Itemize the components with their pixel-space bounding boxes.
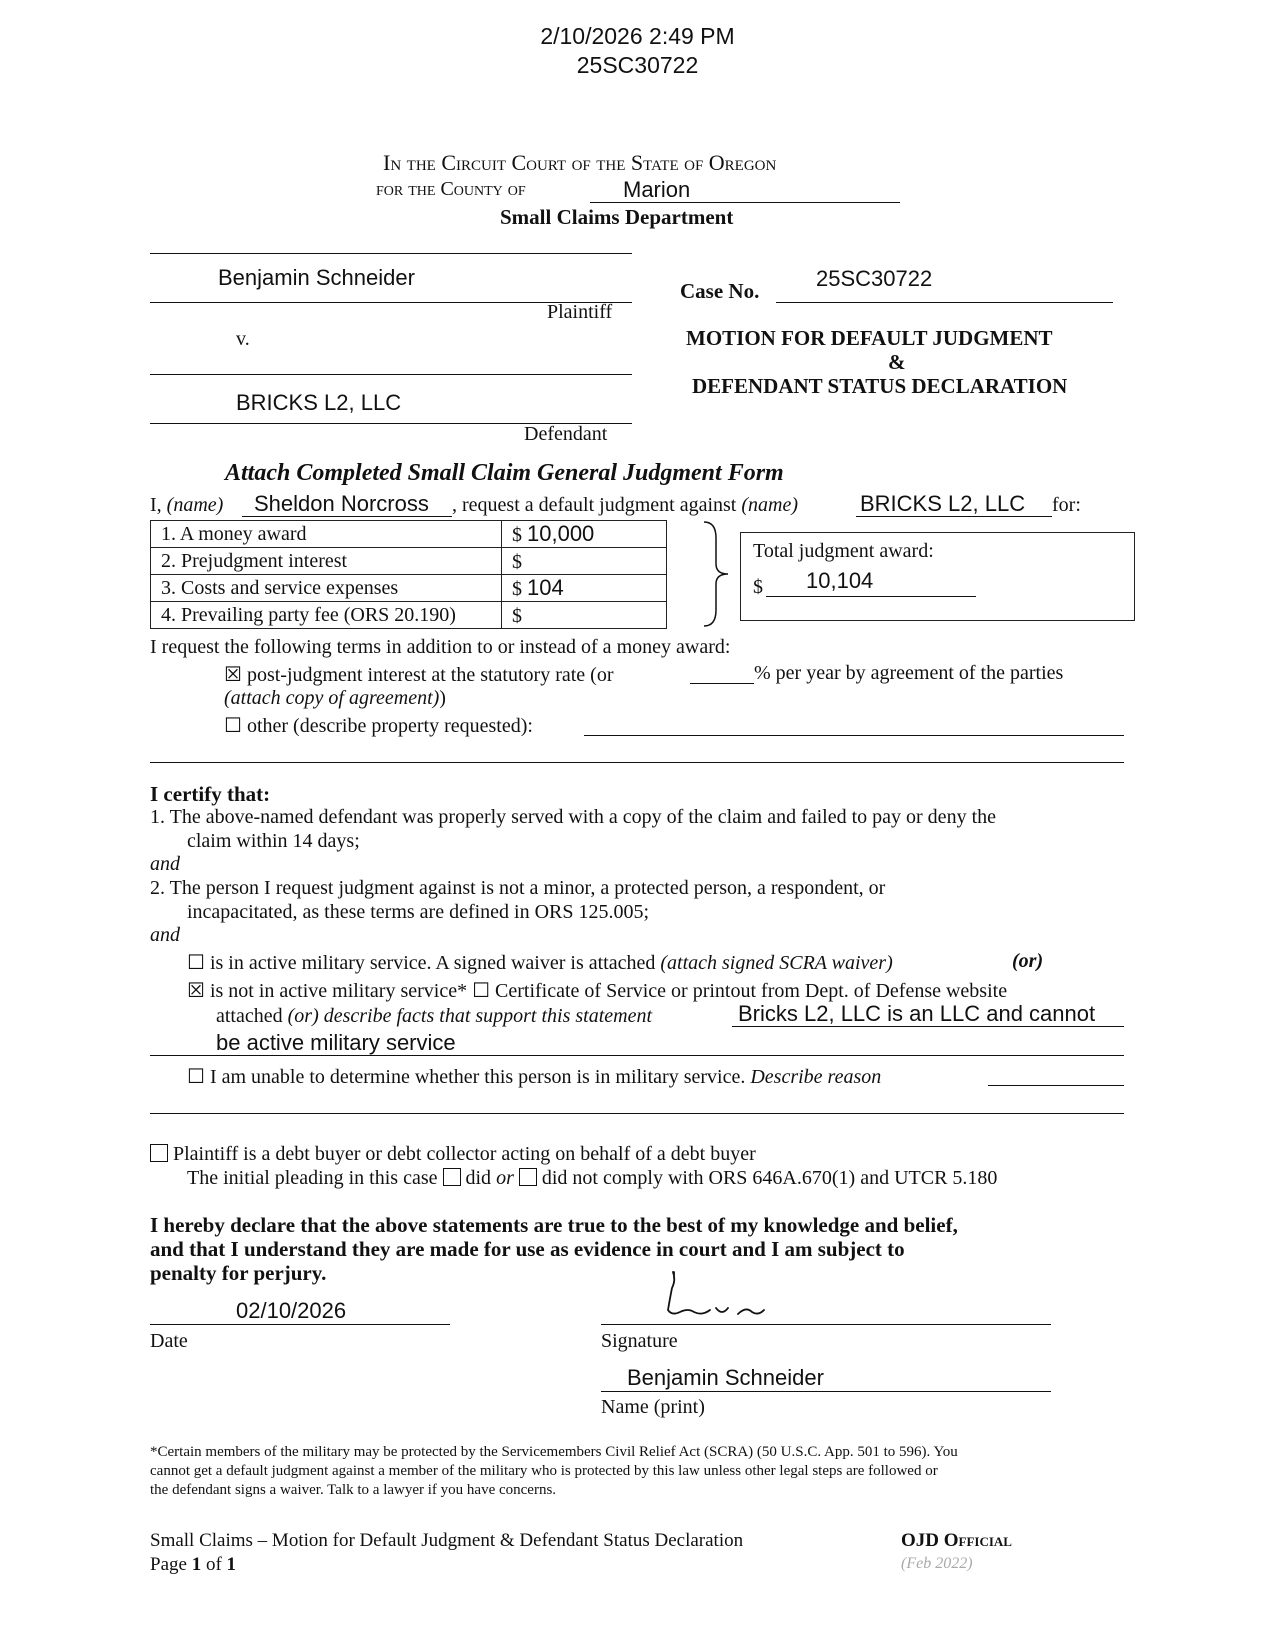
reason-underline: [988, 1085, 1124, 1086]
costs-amount: 104: [527, 574, 564, 600]
certificate-checkbox[interactable]: ☐: [472, 980, 491, 1002]
requester-name: Sheldon Norcross: [254, 491, 429, 516]
date-value: 02/10/2026: [236, 1298, 347, 1323]
declaration-line3: penalty for perjury.: [150, 1261, 327, 1285]
currency-sign: $: [512, 577, 522, 600]
attach-copy-text: (attach copy of agreement): [224, 687, 440, 709]
signature-label: Signature: [601, 1330, 678, 1352]
active-military-hint: (attach signed SCRA waiver): [660, 952, 893, 974]
court-name: In the Circuit Court of the State of Oregon: [383, 150, 777, 175]
attached-text: attached: [216, 1005, 283, 1027]
attached-hint: (or) describe facts that support this statement: [287, 1005, 653, 1027]
other-text: other (describe property requested):: [246, 715, 533, 737]
other-second-underline: [150, 762, 1124, 763]
footnote-line3: the defendant signs a waiver. Talk to a lawyer if you have concerns.: [150, 1482, 557, 1498]
facts-line1: Bricks L2, LLC is an LLC and cannot: [738, 1001, 1096, 1026]
request-name-hint-2: (name): [741, 494, 798, 516]
debt-buyer-checkbox[interactable]: [150, 1144, 168, 1162]
page-total: 1: [226, 1554, 237, 1575]
currency-sign: $: [512, 604, 522, 627]
case-number-label: Case No.: [680, 279, 760, 303]
other-underline: [584, 735, 1124, 736]
footnote-line2: cannot get a default judgment against a member of the military who is protected by this law unless other legal steps are followed or: [150, 1463, 938, 1479]
initial-pleading-row: [187, 1167, 997, 1190]
certify-item2-line1: 2. The person I request judgment against is not a minor, a protected person, a respondent, or: [150, 877, 886, 899]
did-not-comply-checkbox[interactable]: [519, 1168, 537, 1186]
initial-pleading-text: The initial pleading in this case: [187, 1167, 438, 1189]
request-middle: , request a default judgment against: [452, 494, 737, 516]
or-label-2: or: [496, 1167, 514, 1189]
certify-item2-line2: incapacitated, as these terms are defined in ORS 125.005;: [187, 901, 650, 923]
request-middle-text: [452, 494, 798, 517]
other-row: [224, 713, 533, 738]
costs-label: 3. Costs and service expenses: [151, 575, 502, 602]
ojd-official-label: OJD Official: [901, 1530, 1012, 1551]
department-title: Small Claims Department: [500, 205, 734, 229]
reason-underline-2: [150, 1113, 1124, 1114]
total-amount: 10,104: [806, 568, 874, 593]
attach-copy-paren: ): [439, 687, 446, 709]
attach-copy-row: [224, 687, 446, 710]
request-for: for:: [1052, 494, 1081, 516]
certify-and-1: and: [150, 853, 180, 875]
unable-row: [187, 1064, 881, 1089]
date-label: Date: [150, 1330, 188, 1352]
plaintiff-name: Benjamin Schneider: [218, 265, 415, 290]
defendant-name: BRICKS L2, LLC: [236, 390, 402, 415]
date-underline: [150, 1324, 450, 1325]
total-label: Total judgment award:: [753, 540, 934, 562]
request-i: I,: [150, 494, 162, 516]
request-line: [150, 494, 223, 517]
money-award-amount: 10,000: [527, 520, 595, 546]
debt-buyer-row: [150, 1143, 756, 1166]
certify-and-2: and: [150, 924, 180, 946]
other-checkbox[interactable]: ☐: [224, 715, 242, 737]
certificate-text: Certificate of Service or printout from Dept. of Defense website: [495, 980, 1008, 1002]
certify-heading: I certify that:: [150, 782, 271, 806]
table-row: [151, 575, 667, 602]
post-interest-text: post-judgment interest at the statutory rate (or: [246, 664, 614, 686]
name-print-label: Name (print): [601, 1396, 705, 1418]
handwritten-signature: [660, 1270, 810, 1326]
case-number-underline: [776, 302, 1113, 303]
currency-sign: $: [512, 523, 522, 546]
case-number-value: 25SC30722: [816, 266, 933, 291]
defendant-label: Defendant: [524, 423, 608, 445]
did-label: did: [465, 1167, 492, 1189]
table-row: [151, 548, 667, 575]
did-not-comply-text: did not comply with ORS 646A.670(1) and UTCR 5.180: [541, 1167, 998, 1189]
county-prefix: for the County of: [376, 178, 526, 200]
footnote-line1: *Certain members of the military may be protected by the Servicemembers Civil Relief Act (SCRA) (50 U.S.C. App. 501 to 596). You: [150, 1444, 958, 1460]
not-active-text: is not in active military service*: [209, 980, 468, 1002]
printed-name: Benjamin Schneider: [627, 1365, 824, 1390]
money-award-table: [150, 520, 667, 629]
declaration-line1: I hereby declare that the above statements are true to the best of my knowledge and belief,: [150, 1213, 958, 1237]
declaration-line2: and that I understand they are made for use as evidence in court and I am subject to: [150, 1237, 905, 1261]
attached-row: [216, 1005, 652, 1028]
percent-underline: [690, 683, 754, 684]
facts-underline-2: [150, 1055, 1124, 1056]
motion-title-line1: MOTION FOR DEFAULT JUDGMENT: [686, 326, 1053, 350]
plaintiff-label: Plaintiff: [547, 301, 613, 323]
active-military-row: [187, 950, 893, 975]
stamp-case-number: 25SC30722: [576, 52, 699, 78]
certify-item1-line1: 1. The above-named defendant was properly served with a copy of the claim and failed to pay or deny the: [150, 806, 996, 828]
debt-buyer-text: Plaintiff is a debt buyer or debt collector acting on behalf of a debt buyer: [173, 1143, 756, 1165]
signature-underline: [601, 1324, 1051, 1325]
caption-top-rule: [150, 253, 632, 254]
page-of: of: [205, 1554, 222, 1575]
unable-checkbox[interactable]: ☐: [187, 1066, 205, 1088]
unable-text: I am unable to determine whether this person is in military service.: [209, 1066, 746, 1088]
county-value: Marion: [623, 177, 691, 202]
prevailing-fee-label: 4. Prevailing party fee (ORS 20.190): [151, 602, 502, 629]
did-comply-checkbox[interactable]: [443, 1168, 461, 1186]
not-active-row: [187, 978, 1007, 1003]
or-label: (or): [1012, 950, 1044, 972]
footer-page-number: [150, 1554, 236, 1576]
money-award-label: 1. A money award: [151, 521, 502, 548]
table-row: [151, 602, 667, 629]
terms-intro: I request the following terms in addition to or instead of a money award:: [150, 636, 731, 658]
post-interest-row: [224, 662, 614, 687]
table-row: [151, 521, 667, 548]
printed-name-underline: [601, 1391, 1051, 1392]
against-name: BRICKS L2, LLC: [860, 491, 1026, 516]
request-name-hint: (name): [166, 494, 224, 516]
describe-reason-label: Describe reason: [750, 1066, 882, 1088]
footer-form-title: Small Claims – Motion for Default Judgment & Defendant Status Declaration: [150, 1530, 744, 1551]
total-underline: [766, 596, 976, 597]
motion-title-line2: DEFENDANT STATUS DECLARATION: [692, 374, 1068, 398]
attach-judgment-heading: Attach Completed Small Claim General Judgment Form: [225, 460, 784, 486]
caption-mid-rule: [150, 374, 632, 375]
not-active-checkbox[interactable]: ☒: [187, 980, 205, 1002]
post-interest-tail: % per year by agreement of the parties: [754, 662, 1064, 684]
filing-timestamp: 2/10/2026 2:49 PM: [540, 23, 735, 49]
page-num: 1: [191, 1554, 202, 1575]
versus-label: v.: [236, 328, 250, 350]
motion-title-amp: &: [888, 350, 906, 374]
total-currency: $: [753, 576, 763, 598]
prejudgment-interest-label: 2. Prejudgment interest: [151, 548, 502, 575]
currency-sign: $: [512, 550, 522, 573]
brace-icon: [676, 518, 736, 630]
post-interest-checkbox[interactable]: ☒: [224, 664, 242, 686]
page-prefix: Page: [150, 1554, 187, 1575]
active-military-checkbox[interactable]: ☐: [187, 952, 205, 974]
active-military-text: is in active military service. A signed waiver is attached: [209, 952, 656, 974]
form-revision: (Feb 2022): [901, 1555, 973, 1572]
facts-line2: be active military service: [216, 1030, 456, 1055]
certify-item1-line2: claim within 14 days;: [187, 830, 360, 852]
